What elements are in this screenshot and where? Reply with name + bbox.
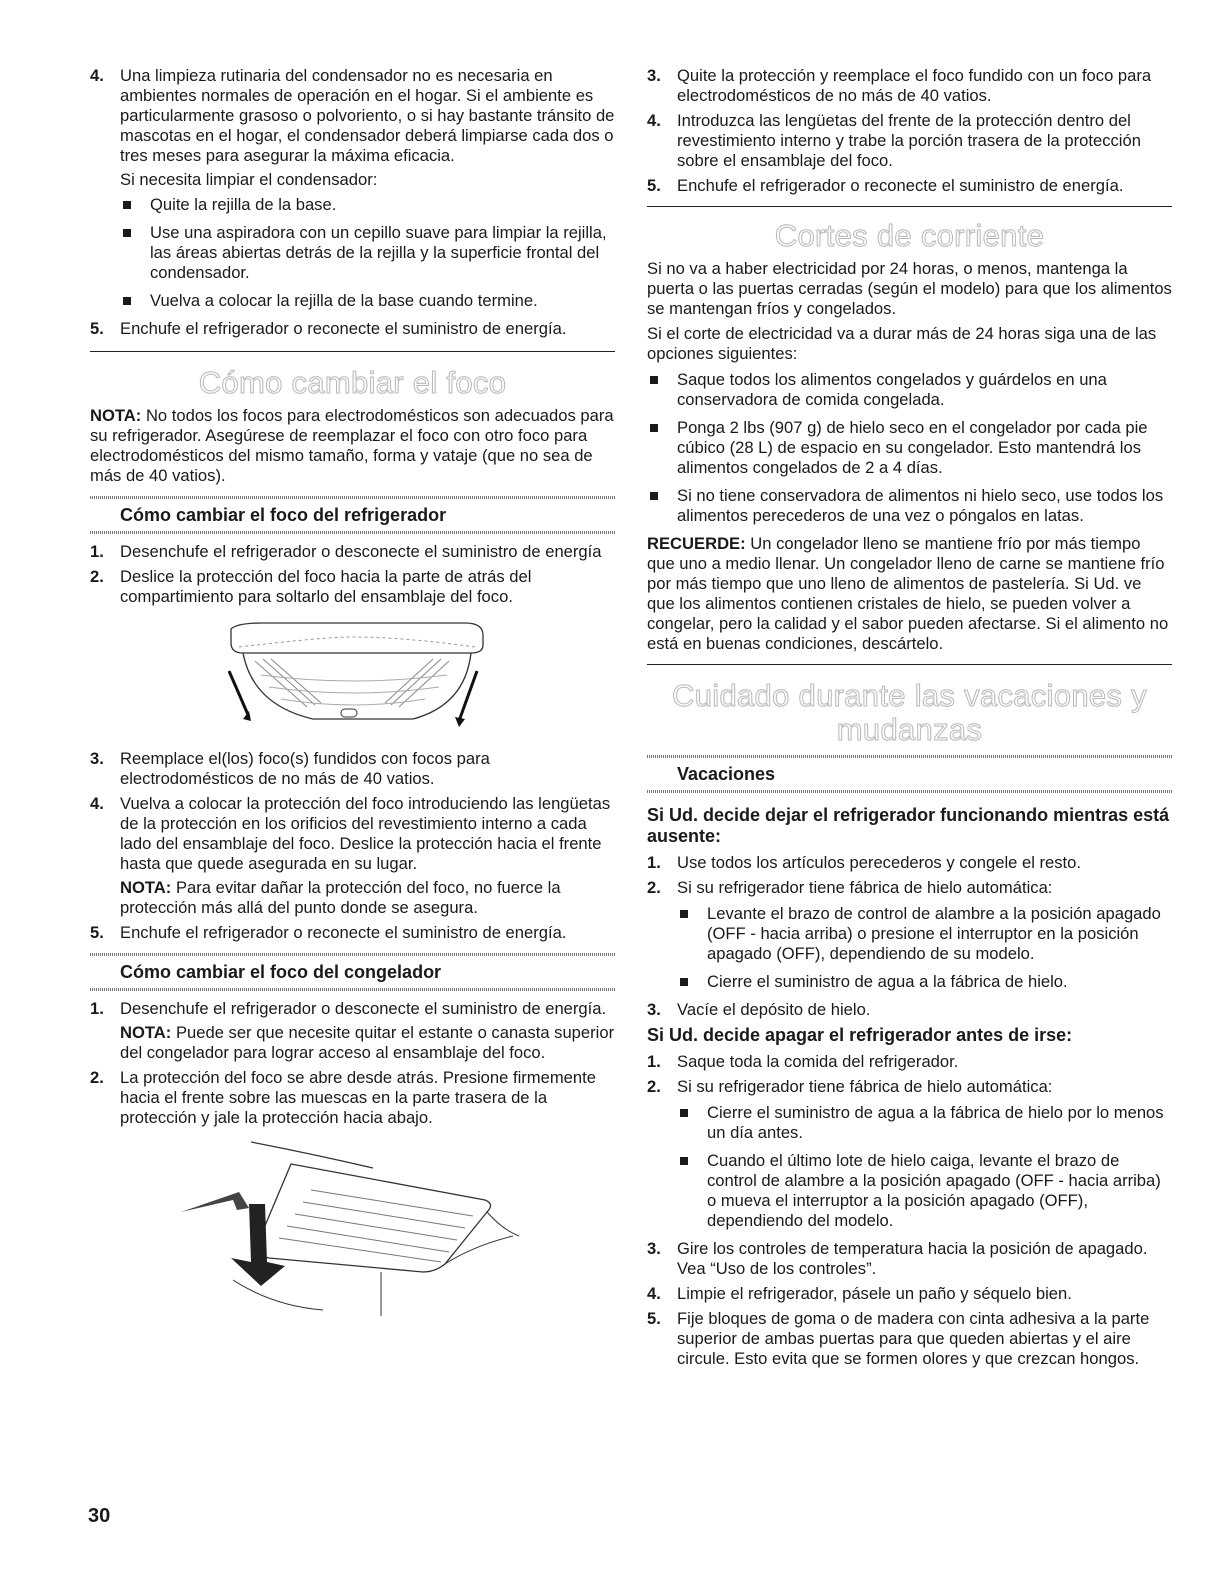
step-text: Reemplace el(los) foco(s) fundidos con focos para electrodomésticos de no más de 40 vatios. bbox=[120, 749, 490, 788]
list-item bbox=[90, 567, 615, 607]
section-heading-line: mudanzas bbox=[836, 712, 983, 747]
step-number: 2. bbox=[90, 1068, 104, 1087]
remember-text: Un congelador lleno se mantiene frío por más tiempo que uno a medio llenar. Un congelador lleno de carne se mantiene frío por más tiempo que uno lleno de alimentos de pastelería. Si Ud. ve que los alimentos contienen cristales de hielo, se pueden volver a congelar, pero la calidad y el sabor pueden afectarse. Si el alimento no está en buenas condiciones, descártelo. bbox=[647, 534, 1169, 653]
step-text: Enchufe el refrigerador o reconecte el suministro de energía. bbox=[120, 319, 567, 338]
bullet-list bbox=[677, 904, 1172, 992]
bullet-list bbox=[120, 195, 615, 311]
note-paragraph bbox=[90, 406, 615, 486]
hatched-divider bbox=[90, 988, 615, 991]
step-text: Saque toda la comida del refrigerador. bbox=[677, 1052, 959, 1071]
step-number: 1. bbox=[647, 853, 661, 872]
page-number: 30 bbox=[88, 1505, 111, 1527]
bullet-list bbox=[677, 1103, 1172, 1231]
section-heading-line: Cuidado durante las vacaciones y bbox=[672, 678, 1147, 713]
step-text: Gire los controles de temperatura hacia la posición de apagado. Vea “Uso de los controles”. bbox=[677, 1239, 1148, 1278]
bullet-item: Saque todos los alimentos congelados y guárdelos en una conservadora de comida congelada. bbox=[647, 370, 1172, 410]
bullet-item: Ponga 2 lbs (907 g) de hielo seco en el congelador por cada pie cúbico (28 L) de espacio en su congelador. Esto mantendrá los alimentos congelados de 2 a 4 días. bbox=[647, 418, 1172, 478]
note-label: NOTA: bbox=[90, 406, 142, 425]
step-number: 1. bbox=[90, 999, 104, 1018]
note-label: NOTA: bbox=[120, 878, 172, 897]
subsection-heading: Vacaciones bbox=[677, 764, 776, 784]
step-number: 4. bbox=[90, 66, 104, 85]
hatched-divider bbox=[647, 790, 1172, 793]
note-paragraph bbox=[120, 1023, 615, 1063]
bullet-item: Use una aspiradora con un cepillo suave para limpiar la rejilla, las áreas abiertas detrás de la rejilla y la superficie frontal del condensador. bbox=[120, 223, 615, 283]
step-number: 4. bbox=[647, 1284, 661, 1303]
freezer-bulb-cover-illustration bbox=[90, 1140, 615, 1316]
step-text: La protección del foco se abre desde atrás. Presione firmemente hacia el frente sobre las muescas en la parte trasera de la protección y jale la protección hacia abajo. bbox=[120, 1068, 596, 1127]
section-divider bbox=[90, 351, 615, 352]
hatched-divider bbox=[90, 953, 615, 956]
step-number: 3. bbox=[647, 66, 661, 85]
step-text: Limpie el refrigerador, pásele un paño y séquelo bien. bbox=[677, 1284, 1072, 1303]
list-item bbox=[90, 999, 615, 1063]
paragraph: Si no va a haber electricidad por 24 horas, o menos, mantenga la puerta o las puertas cerradas (según el modelo) para que los alimentos se mantengan fríos y congelados. bbox=[647, 259, 1172, 318]
subsection-heading: Cómo cambiar el foco del congelador bbox=[120, 962, 442, 982]
list-item bbox=[647, 1052, 1172, 1072]
left-column bbox=[90, 66, 615, 1326]
bullet-item: Vuelva a colocar la rejilla de la base cuando termine. bbox=[120, 291, 615, 311]
subsection-heading: Cómo cambiar el foco del refrigerador bbox=[120, 505, 447, 525]
list-item bbox=[90, 66, 615, 311]
step-text: Desenchufe el refrigerador o desconecte el suministro de energía bbox=[120, 542, 602, 561]
bullet-item: Cierre el suministro de agua a la fábrica de hielo. bbox=[677, 972, 1172, 992]
step-subtext: Si necesita limpiar el condensador: bbox=[120, 170, 378, 189]
step-number: 2. bbox=[647, 878, 661, 897]
remember-paragraph bbox=[647, 534, 1172, 654]
refrigerator-bulb-cover-illustration bbox=[90, 621, 615, 737]
procedure-heading: Si Ud. decide apagar el refrigerador antes de irse: bbox=[647, 1025, 1073, 1045]
list-item bbox=[90, 1068, 615, 1128]
list-item bbox=[90, 542, 615, 562]
step-number: 5. bbox=[647, 1309, 661, 1328]
step-number: 2. bbox=[90, 567, 104, 586]
step-number: 2. bbox=[647, 1077, 661, 1096]
section-divider bbox=[647, 206, 1172, 207]
note-text: Para evitar dañar la protección del foco, no fuerce la protección más allá del punto donde se asegura. bbox=[120, 878, 561, 917]
step-number: 3. bbox=[647, 1239, 661, 1258]
step-number: 3. bbox=[647, 1000, 661, 1019]
step-number: 1. bbox=[647, 1052, 661, 1071]
list-item bbox=[647, 66, 1172, 106]
note-label: NOTA: bbox=[120, 1023, 172, 1042]
step-text: Introduzca las lengüetas del frente de la protección dentro del revestimiento interno y trabe la porción trasera de la protección sobre el ensamblaje del foco. bbox=[677, 111, 1141, 170]
list-item bbox=[90, 794, 615, 918]
step-text: Use todos los artículos perecederos y congele el resto. bbox=[677, 853, 1081, 872]
step-number: 1. bbox=[90, 542, 104, 561]
list-item bbox=[90, 319, 615, 339]
step-number: 5. bbox=[90, 319, 104, 338]
paragraph: Si el corte de electricidad va a durar más de 24 horas siga una de las opciones siguientes: bbox=[647, 324, 1157, 363]
list-item bbox=[647, 1077, 1172, 1231]
note-paragraph bbox=[120, 878, 615, 918]
note-text: No todos los focos para electrodomésticos son adecuados para su refrigerador. Asegúrese de reemplazar el foco con otro foco para electrodomésticos del mismo tamaño, forma y vataje (que no sea de más de 40 vatios). bbox=[90, 406, 614, 485]
bullet-item: Si no tiene conservadora de alimentos ni hielo seco, use todos los alimentos perecederos de una vez o póngalos en latas. bbox=[647, 486, 1172, 526]
remember-label: RECUERDE: bbox=[647, 534, 746, 553]
list-item bbox=[647, 878, 1172, 992]
step-text: Vuelva a colocar la protección del foco introduciendo las lengüetas de la protección en los orificios del revestimiento interno a cada lado del ensamblaje del foco. Deslice la protección hacia el frente hasta que quede asegurada en su lugar. bbox=[120, 794, 611, 873]
list-item bbox=[647, 1309, 1172, 1369]
step-number: 5. bbox=[90, 923, 104, 942]
step-text: Si su refrigerador tiene fábrica de hielo automática: bbox=[677, 1077, 1053, 1096]
hatched-divider bbox=[90, 496, 615, 499]
step-text: Fije bloques de goma o de madera con cinta adhesiva a la parte superior de ambas puertas para que queden abiertas y el aire circule. Esto evita que se formen olores y que crezcan hongos. bbox=[677, 1309, 1150, 1368]
section-divider bbox=[647, 664, 1172, 665]
list-item bbox=[647, 111, 1172, 171]
list-item bbox=[90, 749, 615, 789]
step-text: Quite la protección y reemplace el foco fundido con un foco para electrodomésticos de no más de 40 vatios. bbox=[677, 66, 1152, 105]
procedure-heading: Si Ud. decide dejar el refrigerador funcionando mientras está ausente: bbox=[647, 805, 1170, 846]
list-item bbox=[647, 1239, 1172, 1279]
step-number: 4. bbox=[647, 111, 661, 130]
step-number: 4. bbox=[90, 794, 104, 813]
step-text: Una limpieza rutinaria del condensador no es necesaria en ambientes normales de operación en el hogar. Si el ambiente es particularmente grasoso o polvoriento, o si hay bastante tránsito de mascotas en el hogar, el condensador deberá limpiarse cada dos o tres meses para asegurar la máxima eficacia. bbox=[120, 66, 615, 165]
bullet-item: Cuando el último lote de hielo caiga, levante el brazo de control de alambre a la posición apagado (OFF - hacia arriba) o mueva el interruptor a la posición apagado (OFF), dependiendo del modelo. bbox=[677, 1151, 1172, 1231]
step-text: Enchufe el refrigerador o reconecte el suministro de energía. bbox=[677, 176, 1124, 195]
bullet-item: Levante el brazo de control de alambre a la posición apagado (OFF - hacia arriba) o presione el interruptor en la posición apagado (OFF), dependiendo de su modelo. bbox=[677, 904, 1172, 964]
list-item bbox=[90, 923, 615, 943]
list-item bbox=[647, 1284, 1172, 1304]
step-text: Desenchufe el refrigerador o desconecte el suministro de energía. bbox=[120, 999, 607, 1018]
hatched-divider bbox=[647, 755, 1172, 758]
bullet-item: Quite la rejilla de la base. bbox=[120, 195, 615, 215]
note-text: Puede ser que necesite quitar el estante o canasta superior del congelador para lograr acceso al ensamblaje del foco. bbox=[120, 1023, 615, 1062]
step-number: 5. bbox=[647, 176, 661, 195]
section-heading bbox=[647, 679, 1172, 747]
section-heading: Cómo cambiar el foco bbox=[198, 365, 507, 400]
section-heading: Cortes de corriente bbox=[774, 218, 1045, 253]
bullet-item: Cierre el suministro de agua a la fábrica de hielo por lo menos un día antes. bbox=[677, 1103, 1172, 1143]
list-item bbox=[647, 853, 1172, 873]
list-item bbox=[647, 176, 1172, 196]
list-item bbox=[647, 1000, 1172, 1020]
step-text: Vacíe el depósito de hielo. bbox=[677, 1000, 871, 1019]
step-text: Deslice la protección del foco hacia la parte de atrás del compartimiento para soltarlo del ensamblaje del foco. bbox=[120, 567, 532, 606]
step-text: Si su refrigerador tiene fábrica de hielo automática: bbox=[677, 878, 1053, 897]
bullet-list bbox=[647, 370, 1172, 526]
step-number: 3. bbox=[90, 749, 104, 768]
step-text: Enchufe el refrigerador o reconecte el suministro de energía. bbox=[120, 923, 567, 942]
right-column bbox=[647, 66, 1172, 1374]
hatched-divider bbox=[90, 531, 615, 534]
